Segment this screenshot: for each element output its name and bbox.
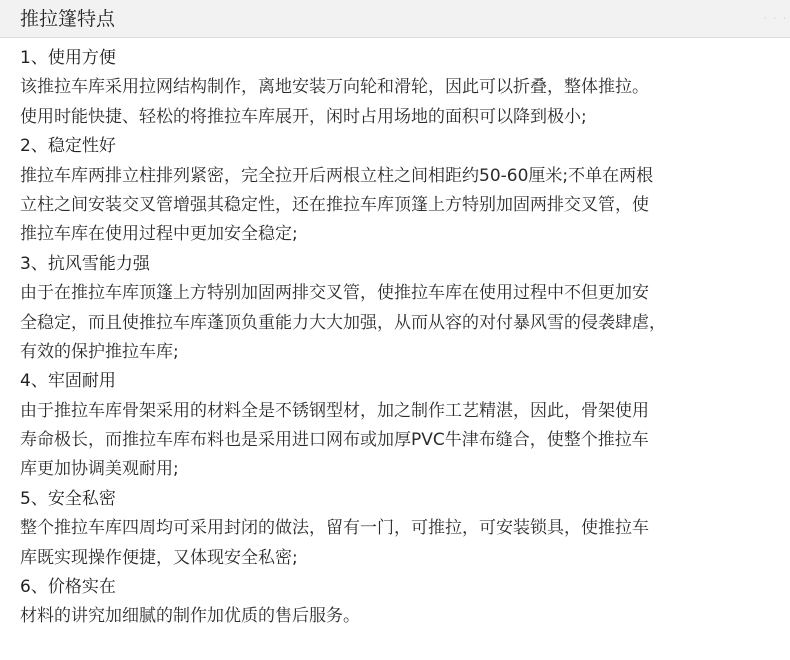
section-text-line: 推拉车库两排立柱排列紧密，完全拉开后两根立柱之间相距约50-60厘米;不单在两根 [20,165,654,186]
section-text-line: 由于推拉车库骨架采用的材料全是不锈钢型材，加之制作工艺精湛，因此，骨架使用 [20,400,649,421]
section-heading: 1、使用方便 [20,48,116,68]
section-heading: 6、价格实在 [20,577,116,598]
feature-section [20,44,778,132]
section-heading: 5、安全私密 [20,488,116,509]
section-text-line: 使用时能快捷、轻松的将推拉车库展开，闲时占用场地的面积可以降到极小; [20,106,587,127]
section-text-line: 立柱之间安装交叉管增强其稳定性，还在推拉车库顶篷上方特别加固两排交叉管，使 [20,194,649,215]
section-text-line: 由于在推拉车库顶篷上方特别加固两排交叉管，使推拉车库在使用过程中不但更加安 [20,283,649,304]
section-text-line: 材料的讲究加细腻的制作加优质的售后服务。 [20,606,360,627]
page-title: 推拉篷特点 [20,8,116,30]
section-heading: 3、抗风雪能力强 [20,253,150,274]
section-heading: 4、牢固耐用 [20,371,116,392]
section-text-line: 推拉车库在使用过程中更加安全稳定; [20,224,298,245]
section-text-line: 全稳定，而且使推拉车库蓬顶负重能力大大加强，从而从容的对付暴风雪的侵袭肆虐， [20,312,666,333]
feature-section [20,250,778,368]
feature-section [20,367,778,485]
features-content [20,44,778,632]
feature-section [20,573,778,632]
section-text-line: 库更加协调美观耐用; [20,459,179,480]
section-text-line: 整个推拉车库四周均可采用封闭的做法，留有一门，可推拉，可安装锁具，使推拉车 [20,518,649,539]
feature-section [20,485,778,573]
section-text-line: 该推拉车库采用拉网结构制作，离地安装万向轮和滑轮，因此可以折叠，整体推拉。 [20,77,649,98]
feature-section [20,132,778,250]
section-heading: 2、稳定性好 [20,136,116,157]
section-text-line: 库既实现操作便捷，又体现安全私密; [20,547,298,568]
section-text-line: 有效的保护推拉车库; [20,341,179,362]
section-text-line: 寿命极长，而推拉车库布料也是采用进口网布或加厚PVC牛津布缝合，使整个推拉车 [20,430,649,451]
header-dots-decoration: · · · [763,14,788,24]
header-bar [0,0,790,38]
